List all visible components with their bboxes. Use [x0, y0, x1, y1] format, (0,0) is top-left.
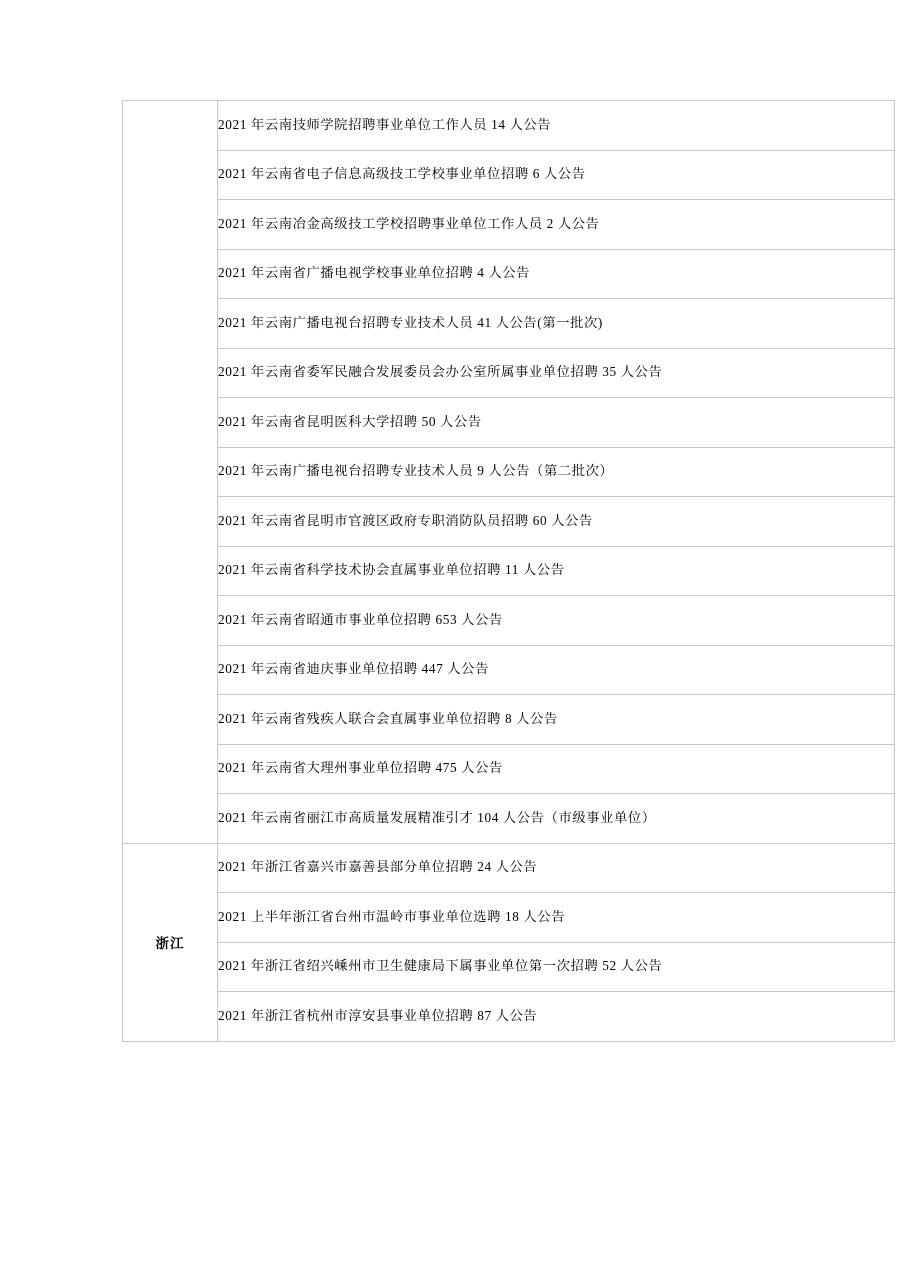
table-row [123, 992, 895, 1042]
announcement-title: 2021 年云南技师学院招聘事业单位工作人员 14 人公告 [218, 101, 895, 151]
announcement-title: 2021 年云南省昆明市官渡区政府专职消防队员招聘 60 人公告 [218, 497, 895, 547]
region-cell-empty [123, 101, 218, 844]
announcement-title: 2021 年云南省残疾人联合会直属事业单位招聘 8 人公告 [218, 695, 895, 745]
announcement-title: 2021 年云南省广播电视学校事业单位招聘 4 人公告 [218, 249, 895, 299]
announcement-title: 2021 年云南冶金高级技工学校招聘事业单位工作人员 2 人公告 [218, 200, 895, 250]
table-row [123, 893, 895, 943]
table-row [123, 794, 895, 844]
announcement-title: 2021 年云南省委军民融合发展委员会办公室所属事业单位招聘 35 人公告 [218, 348, 895, 398]
table-row [123, 299, 895, 349]
announcement-title: 2021 年浙江省杭州市淳安县事业单位招聘 87 人公告 [218, 992, 895, 1042]
announcement-title: 2021 年云南广播电视台招聘专业技术人员 41 人公告(第一批次) [218, 299, 895, 349]
table-row [123, 645, 895, 695]
announcements-table [122, 100, 895, 1042]
table-row [123, 942, 895, 992]
table-row [123, 398, 895, 448]
table-row [123, 348, 895, 398]
announcement-title: 2021 年云南省迪庆事业单位招聘 447 人公告 [218, 645, 895, 695]
announcement-title: 2021 年云南省昭通市事业单位招聘 653 人公告 [218, 596, 895, 646]
table-row [123, 843, 895, 893]
table-row [123, 447, 895, 497]
announcement-title: 2021 年浙江省嘉兴市嘉善县部分单位招聘 24 人公告 [218, 843, 895, 893]
table-row [123, 200, 895, 250]
table-row [123, 497, 895, 547]
table-row [123, 546, 895, 596]
table-row [123, 596, 895, 646]
table-row [123, 101, 895, 151]
announcement-title: 2021 年云南省丽江市高质量发展精准引才 104 人公告（市级事业单位） [218, 794, 895, 844]
announcement-title: 2021 年云南广播电视台招聘专业技术人员 9 人公告（第二批次） [218, 447, 895, 497]
table-row [123, 150, 895, 200]
table-row [123, 249, 895, 299]
announcement-title: 2021 年云南省昆明医科大学招聘 50 人公告 [218, 398, 895, 448]
table-body [123, 101, 895, 1042]
announcement-title: 2021 年云南省电子信息高级技工学校事业单位招聘 6 人公告 [218, 150, 895, 200]
announcement-title: 2021 年浙江省绍兴嵊州市卫生健康局下属事业单位第一次招聘 52 人公告 [218, 942, 895, 992]
table-row [123, 695, 895, 745]
region-cell-zhejiang: 浙江 [123, 843, 218, 1041]
announcement-title: 2021 年云南省科学技术协会直属事业单位招聘 11 人公告 [218, 546, 895, 596]
table-row [123, 744, 895, 794]
announcement-title: 2021 年云南省大理州事业单位招聘 475 人公告 [218, 744, 895, 794]
announcement-title: 2021 上半年浙江省台州市温岭市事业单位选聘 18 人公告 [218, 893, 895, 943]
